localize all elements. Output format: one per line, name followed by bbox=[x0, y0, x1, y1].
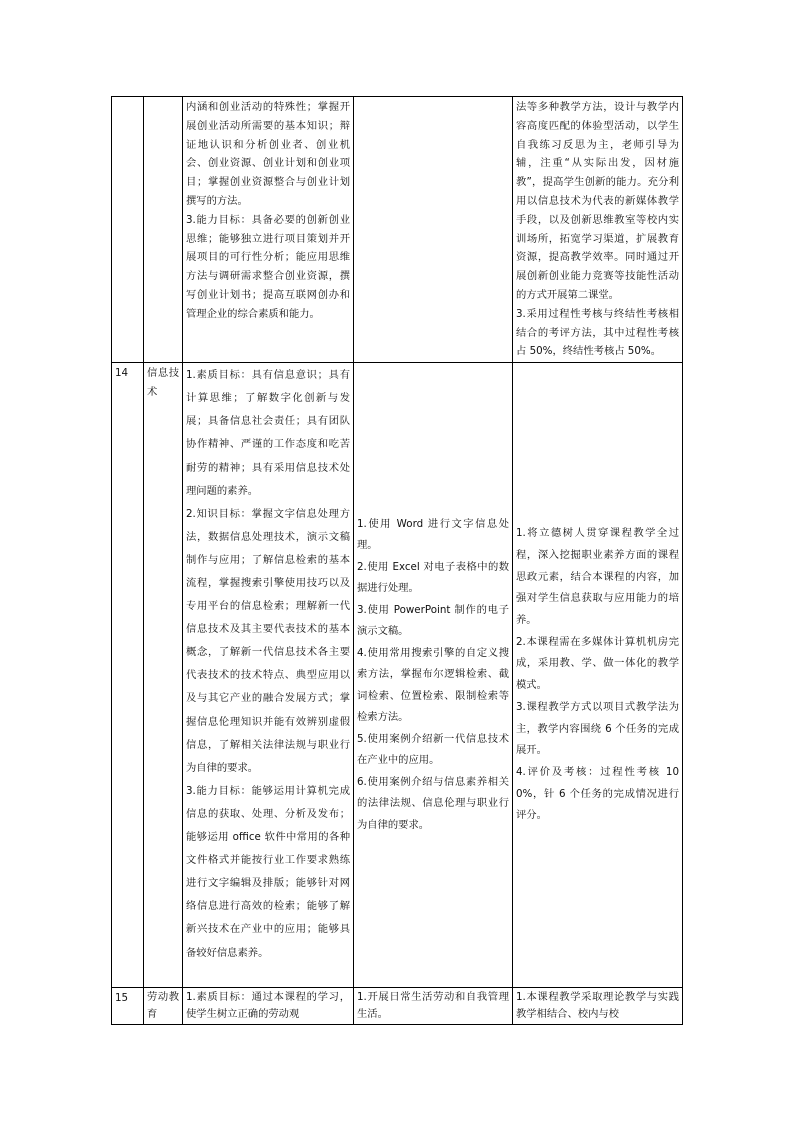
course-objectives-cell bbox=[183, 988, 354, 1025]
requirement-paragraph: 1.本课程教学采取理论教学与实践教学相结合、校内与校 bbox=[516, 991, 679, 1020]
course-name: 信息技术 bbox=[144, 363, 183, 988]
course-requirements-cell bbox=[513, 988, 683, 1025]
course-objectives bbox=[183, 97, 354, 363]
content-item: 1.使用 Word 进行文字信息处理。 bbox=[357, 517, 509, 552]
objective-paragraph: 3.能力目标：具备必要的创新创业思维；能够独立进行项目策划并开展项目的可行性分析；能应用思维方法与调研需求整合创业资源，撰写创业计划书；提高互联网创办和管理企业的综合素质和能力。 bbox=[186, 213, 350, 320]
requirement-paragraph: 3.课程教学方式以项目式教学法为主，教学内容围绕 6 个任务的完成展开。 bbox=[516, 700, 679, 757]
course-index: 14 bbox=[112, 363, 144, 988]
objective-paragraph: 1.素质目标：通过本课程的学习，使学生树立正确的劳动观 bbox=[186, 991, 350, 1020]
objective-paragraph: 1.素质目标：具有信息意识；具有计算思维；了解数字化创新与发展；具备信息社会责任；具有团队协作精神、严谨的工作态度和吃苦耐劳的精神；具有采用信息技术处理问题的素养。 bbox=[186, 369, 350, 497]
table-row bbox=[112, 363, 683, 988]
course-content bbox=[354, 363, 513, 988]
course-index: 15 bbox=[112, 988, 144, 1025]
content-item: 5.使用案例介绍新一代信息技术在产业中的应用。 bbox=[357, 732, 509, 767]
course-content bbox=[357, 989, 509, 1022]
course-content bbox=[354, 97, 513, 363]
course-objectives bbox=[186, 989, 350, 1022]
course-name: 劳动教育 bbox=[144, 988, 183, 1025]
objective-paragraph: 3.能力目标：能够运用计算机完成信息的获取、处理、分析及发布；能够运用 office 软件中常用的各种文件格式并能按行业工作要求熟练进行文字编辑及排版；能够针对网络信息进行高效的检索；能够了解新兴技术在产业中的应用；能够具备较好信息素养。 bbox=[186, 784, 350, 959]
requirement-paragraph: 1.将立德树人贯穿课程教学全过程，深入挖掘职业素养方面的课程思政元素，结合本课程的内容，加强对学生信息获取与应用能力的培养。 bbox=[516, 527, 679, 627]
table-row bbox=[112, 988, 683, 1025]
course-table bbox=[111, 96, 683, 1025]
content-item: 6.使用案例介绍与信息素养相关的法律法规、信息伦理与职业行为自律的要求。 bbox=[357, 775, 509, 831]
table-row bbox=[112, 97, 683, 363]
requirement-paragraph: 法等多种教学方法，设计与教学内容高度匹配的体验型活动，以学生自我练习反思为主，老师引导为辅，注重“从实际出发，因材施教”，提高学生创新的能力。充分利用以信息技术为代表的新媒体教学手段，以及创新思维教室等校内实训场所，拓宽学习渠道，扩展教育资源，提高教学效率。同时通过开展创新创业能力竞赛等技能性活动的方式开展第二课堂。 bbox=[516, 101, 679, 301]
course-content-cell bbox=[354, 988, 513, 1025]
course-name bbox=[144, 97, 183, 363]
course-requirements bbox=[516, 989, 679, 1022]
requirement-paragraph: 4.评价及考核：过程性考核 100%，针 6 个任务的完成情况进行评分。 bbox=[516, 765, 679, 822]
course-objectives bbox=[183, 363, 354, 988]
course-requirements bbox=[513, 97, 683, 363]
content-item: 1.开展日常生活劳动和自我管理生活。 bbox=[357, 991, 509, 1020]
objective-paragraph: 内涵和创业活动的特殊性；掌握开展创业活动所需要的基本知识；辩证地认识和分析创业者、创业机会、创业资源、创业计划和创业项目；掌握创业资源整合与创业计划撰写的方法。 bbox=[186, 101, 350, 207]
course-requirements bbox=[513, 363, 683, 988]
course-index bbox=[112, 97, 144, 363]
objective-paragraph: 2.知识目标：掌握文字信息处理方法，数据信息处理技术，演示文稿制作与应用；了解信息检索的基本流程，掌握搜索引擎使用技巧以及专用平台的信息检索；理解新一代信息技术及其主要代表技术的基本概念，了解新一代信息技术各主要代表技术的技术特点、典型应用以及与其它产业的融合发展方式；掌握信息伦理知识并能有效辨别虚假信息，了解相关法律法规与职业行为自律的要求。 bbox=[186, 507, 350, 774]
requirement-paragraph: 3.采用过程性考核与终结性考核相结合的考评方法，其中过程性考核占 50%，终结性考核占 50%。 bbox=[516, 307, 679, 358]
content-item: 3.使用 PowerPoint 制作的电子演示文稿。 bbox=[357, 603, 509, 638]
requirement-paragraph: 2.本课程需在多媒体计算机机房完成，采用教、学、做一体化的教学模式。 bbox=[516, 635, 679, 692]
content-item: 4.使用常用搜索引擎的自定义搜索方法，掌握布尔逻辑检索、截词检索、位置检索、限制检索等检索方法。 bbox=[357, 646, 509, 724]
content-item: 2.使用 Excel 对电子表格中的数据进行处理。 bbox=[357, 560, 509, 595]
